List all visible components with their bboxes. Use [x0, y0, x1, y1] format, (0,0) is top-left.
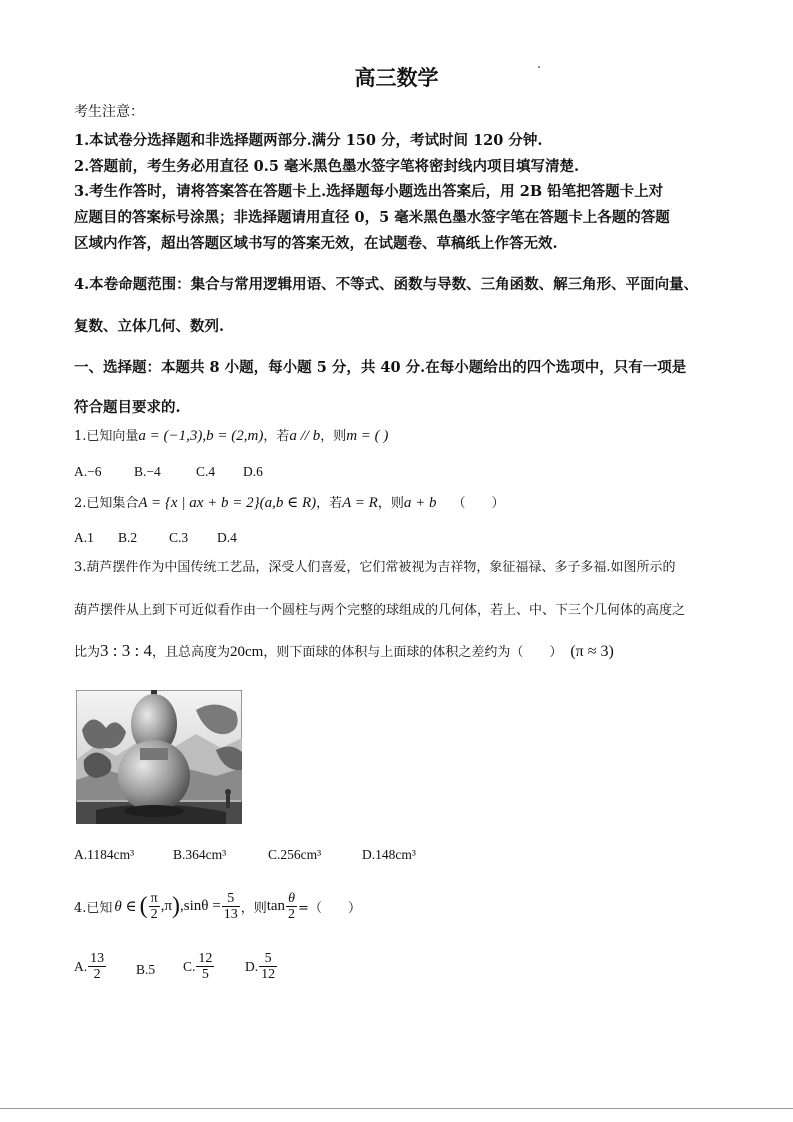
scan-speck	[538, 66, 540, 68]
question-1: 1.已知向量a = (−1,3),b = (2,m)，若a // b，则m = ( )	[74, 428, 389, 444]
q4-ask-suffix: =（ ）	[298, 901, 361, 916]
q2-condition: A = R	[342, 495, 378, 511]
q4-tan: tan	[266, 898, 286, 914]
q3-line-3-b: ，且总高度为	[151, 645, 230, 660]
page-title: 高三数学	[354, 65, 439, 90]
q3-ratio: 3 : 3 : 4	[100, 641, 152, 660]
question-4: 4.已知 θ ∈ ( $\frac{\pi}{2}$ ,π ) ,sinθ = $\frac{5}{13}$ ，则 tan $\frac{\theta}{2}$ =（ ）	[74, 891, 361, 922]
gourd-photo	[76, 690, 242, 824]
q3-option-a[interactable]: A.1184cm³	[74, 847, 135, 862]
page-bottom-rule	[0, 1108, 793, 1109]
q2-option-c[interactable]: C.3	[169, 530, 189, 545]
q2-set: A = {x | ax + b = 2}(a,b ∈ R)	[138, 495, 317, 511]
q4-theta-in: θ ∈	[114, 899, 137, 915]
q1-option-b[interactable]: B.−4	[134, 464, 161, 479]
q3-option-b[interactable]: B.364cm³	[173, 847, 227, 862]
q4-half-theta: $\frac{\theta}{2}$	[288, 891, 296, 922]
q3-height: 20cm	[229, 644, 264, 660]
notice-item-4-line-2: 复数、立体几何、数列.	[74, 318, 225, 335]
q4-option-b[interactable]: B.5	[136, 962, 156, 977]
q3-pi-approx: (π ≈ 3)	[570, 643, 614, 660]
q4-prefix: 4.已知	[74, 901, 113, 916]
q4-option-c[interactable]: C. $\frac{12}{5}$	[183, 951, 213, 982]
q4-interval-low: $\frac{\pi}{2}$	[150, 891, 158, 922]
q1-ask: m = ( )	[346, 428, 389, 444]
q1-ask-prefix: ，则	[320, 429, 347, 444]
notice-item-3-line-2: 应题目的答案标号涂黑；非选择题请用直径 0，5 毫米黑色墨水签字笔在答题卡上各题的答题	[74, 209, 670, 226]
q1-prefix: 1.已知向量	[74, 429, 139, 444]
q1-cond-prefix: ，若	[263, 429, 290, 444]
q4-sin-part: ,sinθ =	[180, 898, 221, 914]
q3-line-3	[74, 641, 614, 661]
q4-option-a[interactable]: A. $\frac{13}{2}$	[74, 951, 105, 982]
notice-item-1: 1.本试卷分选择题和非选择题两部分.满分 150 分，考试时间 120 分钟.	[74, 132, 543, 149]
notice-item-3-line-3: 区域内作答，超出答题区域书写的答案无效，在试题卷、草稿纸上作答无效.	[74, 235, 558, 252]
q4-ask-prefix: ，则	[240, 901, 267, 916]
q2-cond-prefix: ，若	[316, 496, 343, 511]
q2-ask: a + b	[403, 495, 437, 511]
question-2	[74, 492, 504, 512]
q2-answer-paren: （ ）	[452, 496, 505, 511]
q1-option-a[interactable]: A.−6	[74, 464, 102, 479]
q2-option-a[interactable]: A.1	[74, 530, 94, 545]
q4-option-d[interactable]: D. $\frac{5}{12}$	[245, 951, 276, 982]
q3-line-2: 葫芦摆件从上到下可近似看作由一个圆柱与两个完整的球组成的几何体，若上、中、下三个几何体的高度之	[74, 603, 686, 618]
q2-prefix: 2.已知集合	[74, 496, 139, 511]
q2-option-b[interactable]: B.2	[118, 530, 138, 545]
notice-item-2: 2.答题前，考生务必用直径 0.5 毫米黑色墨水签字笔将密封线内项目填写清楚.	[74, 158, 580, 175]
q1-vector-a: a = (−1,3)	[138, 428, 203, 444]
notice-item-3-line-1: 3.考生作答时，请将答案答在答题卡上.选择题每小题选出答案后，用 2B 铅笔把答题卡上对	[74, 183, 664, 200]
notice-heading: 考生注意：	[74, 104, 144, 120]
q1-vector-b: b = (2,m)	[206, 428, 264, 444]
notice-item-4-line-1: 4.本卷命题范围：集合与常用逻辑用语、不等式、函数与导数、三角函数、解三角形、平面向量、	[74, 276, 699, 293]
section-1-heading-line-1: 一、选择题：本题共 8 小题，每小题 5 分，共 40 分.在每小题给出的四个选项中，只有一项是	[74, 359, 687, 376]
q1-condition: a // b	[289, 428, 321, 444]
q2-ask-prefix: ，则	[377, 496, 404, 511]
q3-line-3-a: 比为	[74, 645, 101, 660]
q3-option-c[interactable]: C.256cm³	[268, 847, 322, 862]
q2-option-d[interactable]: D.4	[217, 530, 237, 545]
q4-interval-high: ,π	[160, 898, 173, 914]
q3-line-1: 3.葫芦摆件作为中国传统工艺品，深受人们喜爱，它们常被视为吉祥物，象征福禄、多子多福.如图所示的	[74, 560, 676, 575]
q1-option-d[interactable]: D.6	[243, 464, 263, 479]
q1-option-c[interactable]: C.4	[196, 464, 216, 479]
q3-option-d[interactable]: D.148cm³	[362, 847, 416, 862]
section-1-heading-line-2: 符合题目要求的.	[74, 399, 181, 416]
q4-sin-value: $\frac{5}{13}$	[223, 891, 238, 922]
q3-line-3-c: ，则下面球的体积与上面球的体积之差约为（ ）	[263, 645, 563, 660]
